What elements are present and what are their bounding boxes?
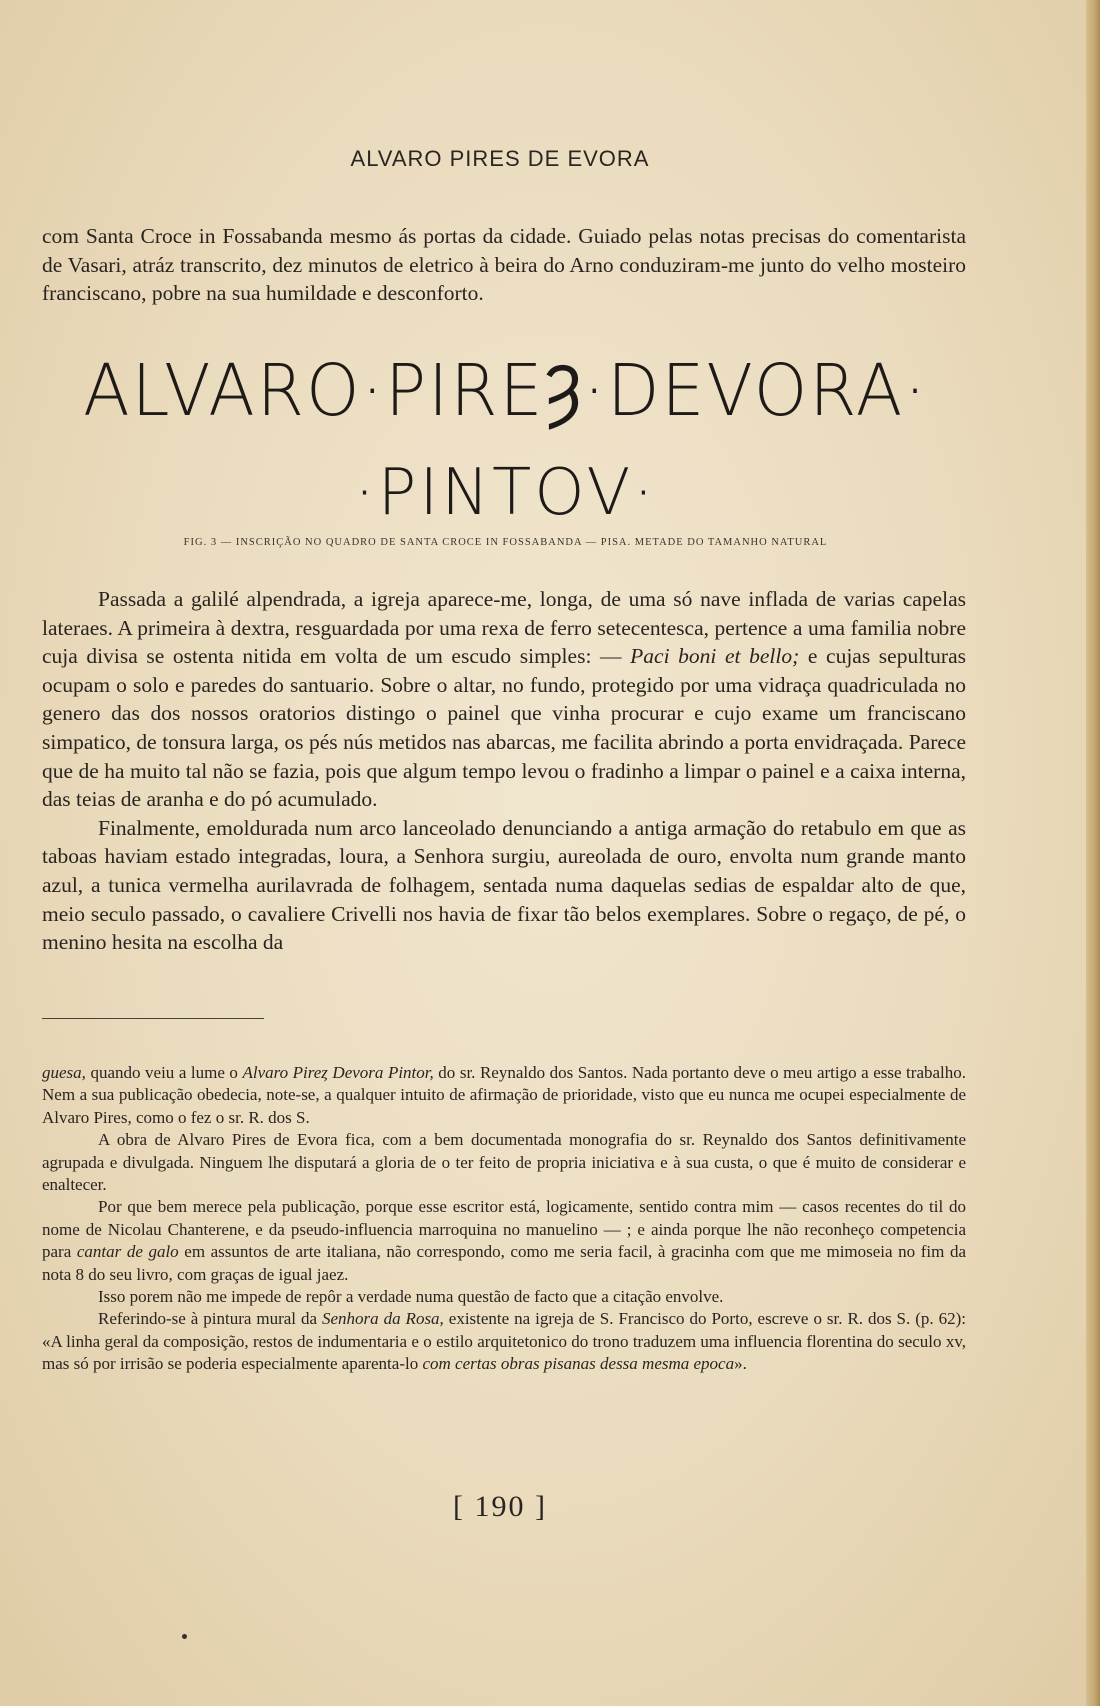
footnote-4: Isso porem não me impede de repôr a verdade numa questão de facto que a citação envolve. [98, 1287, 724, 1307]
main-body-text [42, 585, 966, 957]
footnote-2: A obra de Alvaro Pires de Evora fica, com a bem documentada monografia do sr. Reynaldo dos Santos definitivamente agrupada e divulgada. Ninguem lhe disputará a gloria de o ter feito de propria iniciativa e à sua custa, o que é muito de considerar e enaltecer. [42, 1130, 966, 1195]
body-paragraph-2: Finalmente, emoldurada num arco lanceolado denunciando a antiga armação do retabulo em que as taboas haviam estado integradas, loura, a Senhora surgiu, aureolada de ouro, envolta num grande manto azul, a tunica vermelha aurilavrada de folhagem, sentada numa daquelas sedias de espaldar alto de que, meio seculo passado, o cavaliere Crivelli nos havia de fixar tão belos exemplares. Sobre o regaço, de pé, o menino hesita na escolha da [42, 815, 966, 955]
footnote-1-book-title: Alvaro Pireȥ Devora Pintor, [242, 1063, 434, 1082]
print-speck [182, 1634, 187, 1639]
body-paragraph-1-part2: e cujas sepulturas ocupam o solo e paredes do santuario. Sobre o altar, no fundo, protegido por uma vidraça quadriculada no genero das dos nossos oratorios distingo o painel que vinha procurar e cujo exame um franciscano simpatico, de tonsura larga, os pés nús metidos nas abarcas, me facilita abrindo a porta envidraçada. Parece que de ha muito tal não se fazia, pois que algum tempo levou o fradinho a limpar o painel e a caixa interna, das teias de aranha e do pó acumulado. [42, 644, 966, 812]
footnote-5-text-c: ». [734, 1354, 747, 1374]
footnote-3-text-b: em assuntos de arte italiana, não correspondo, como me seria facil, à gracinha com que me mimoseia no fim da nota 8 do seu livro, com graças de igual jaez. [42, 1242, 966, 1284]
footnote-1-text-b: do sr. Reynaldo dos Santos. Nada portanto deve o meu artigo a esse trabalho. Nem a sua publicação obedecia, note-se, a qualquer intuito de afirmação de prioridade, visto que eu nunca me ocupei especialmente de Alvaro Pires, como o fez o sr. R. dos S. [42, 1063, 967, 1127]
footnotes [42, 1062, 966, 1376]
body-paragraph-1 [42, 585, 966, 814]
footnote-1 [42, 1062, 966, 1129]
footnote-3 [42, 1196, 966, 1286]
body-paragraph-1-part1: Passada a galilé alpendrada, a igreja aparece-me, longa, de uma só nave inflada de varias capelas lateraes. A primeira à dextra, resguardada por uma rexa de ferro setecentesca, pertence a uma familia nobre cuja divisa se ostenta nitida em volta de um escudo simples: — [42, 587, 966, 669]
intro-paragraph [42, 222, 966, 308]
footnote-5-text-a: Referindo-se à pintura mural da [98, 1309, 322, 1329]
footnote-5 [42, 1308, 966, 1375]
footnote-5-italic-2: com certas obras pisanas dessa mesma epoca [422, 1354, 735, 1374]
figure-caption: FIG. 3 — INSCRIÇÃO NO QUADRO DE SANTA CROCE IN FOSSABANDA — PISA. METADE DO TAMANHO NATURAL [183, 537, 828, 548]
running-head: ALVARO PIRES DE EVORA [350, 146, 650, 171]
inscription-line-2: ·PINTOV· [354, 456, 657, 530]
footnote-3-text-a: Por que bem merece pela publicação, porque esse escritor está, logicamente, sentido contra mim — casos recentes do til do nome de Nicolau Chanterene, e da pseudo-influencia marroquina no manuelino — ; e ainda porque lhe não reconheço competencia para [42, 1197, 966, 1262]
page-number: [ 190 ] [453, 1490, 547, 1523]
footnote-5-text-b: existente na igreja de S. Francisco do Porto, escreve o sr. R. dos S. (p. 62): «A linha geral da composição, restos de indumentaria e o estilo arquitetonico do trono traduzem uma influencia florentina do seculo xv, mas só por irrisão se poderia especialmente aparenta-lo [42, 1309, 966, 1374]
page-edge-shadow [1086, 0, 1100, 1706]
footnote-divider [42, 1018, 264, 1019]
footnote-3-italic: cantar de galo [76, 1242, 179, 1262]
inscription-line-1: ALVARO·PIREȜ·DEVORA· [83, 350, 928, 433]
intro-paragraph-text: com Santa Croce in Fossabanda mesmo ás portas da cidade. Guiado pelas notas precisas do comentarista de Vasari, atráz transcrito, dez minutos de eletrico à beira do Arno conduziram-me junto do velho mosteiro franciscano, pobre na sua humildade e desconforto. [42, 224, 966, 306]
footnote-1-text-a: quando veiu a lume o [85, 1063, 243, 1082]
footnote-5-italic-1: Senhora da Rosa, [321, 1309, 444, 1329]
motto-italic: Paci boni et bello; [630, 644, 800, 669]
footnote-1-italic-guesa: guesa, [42, 1063, 86, 1082]
